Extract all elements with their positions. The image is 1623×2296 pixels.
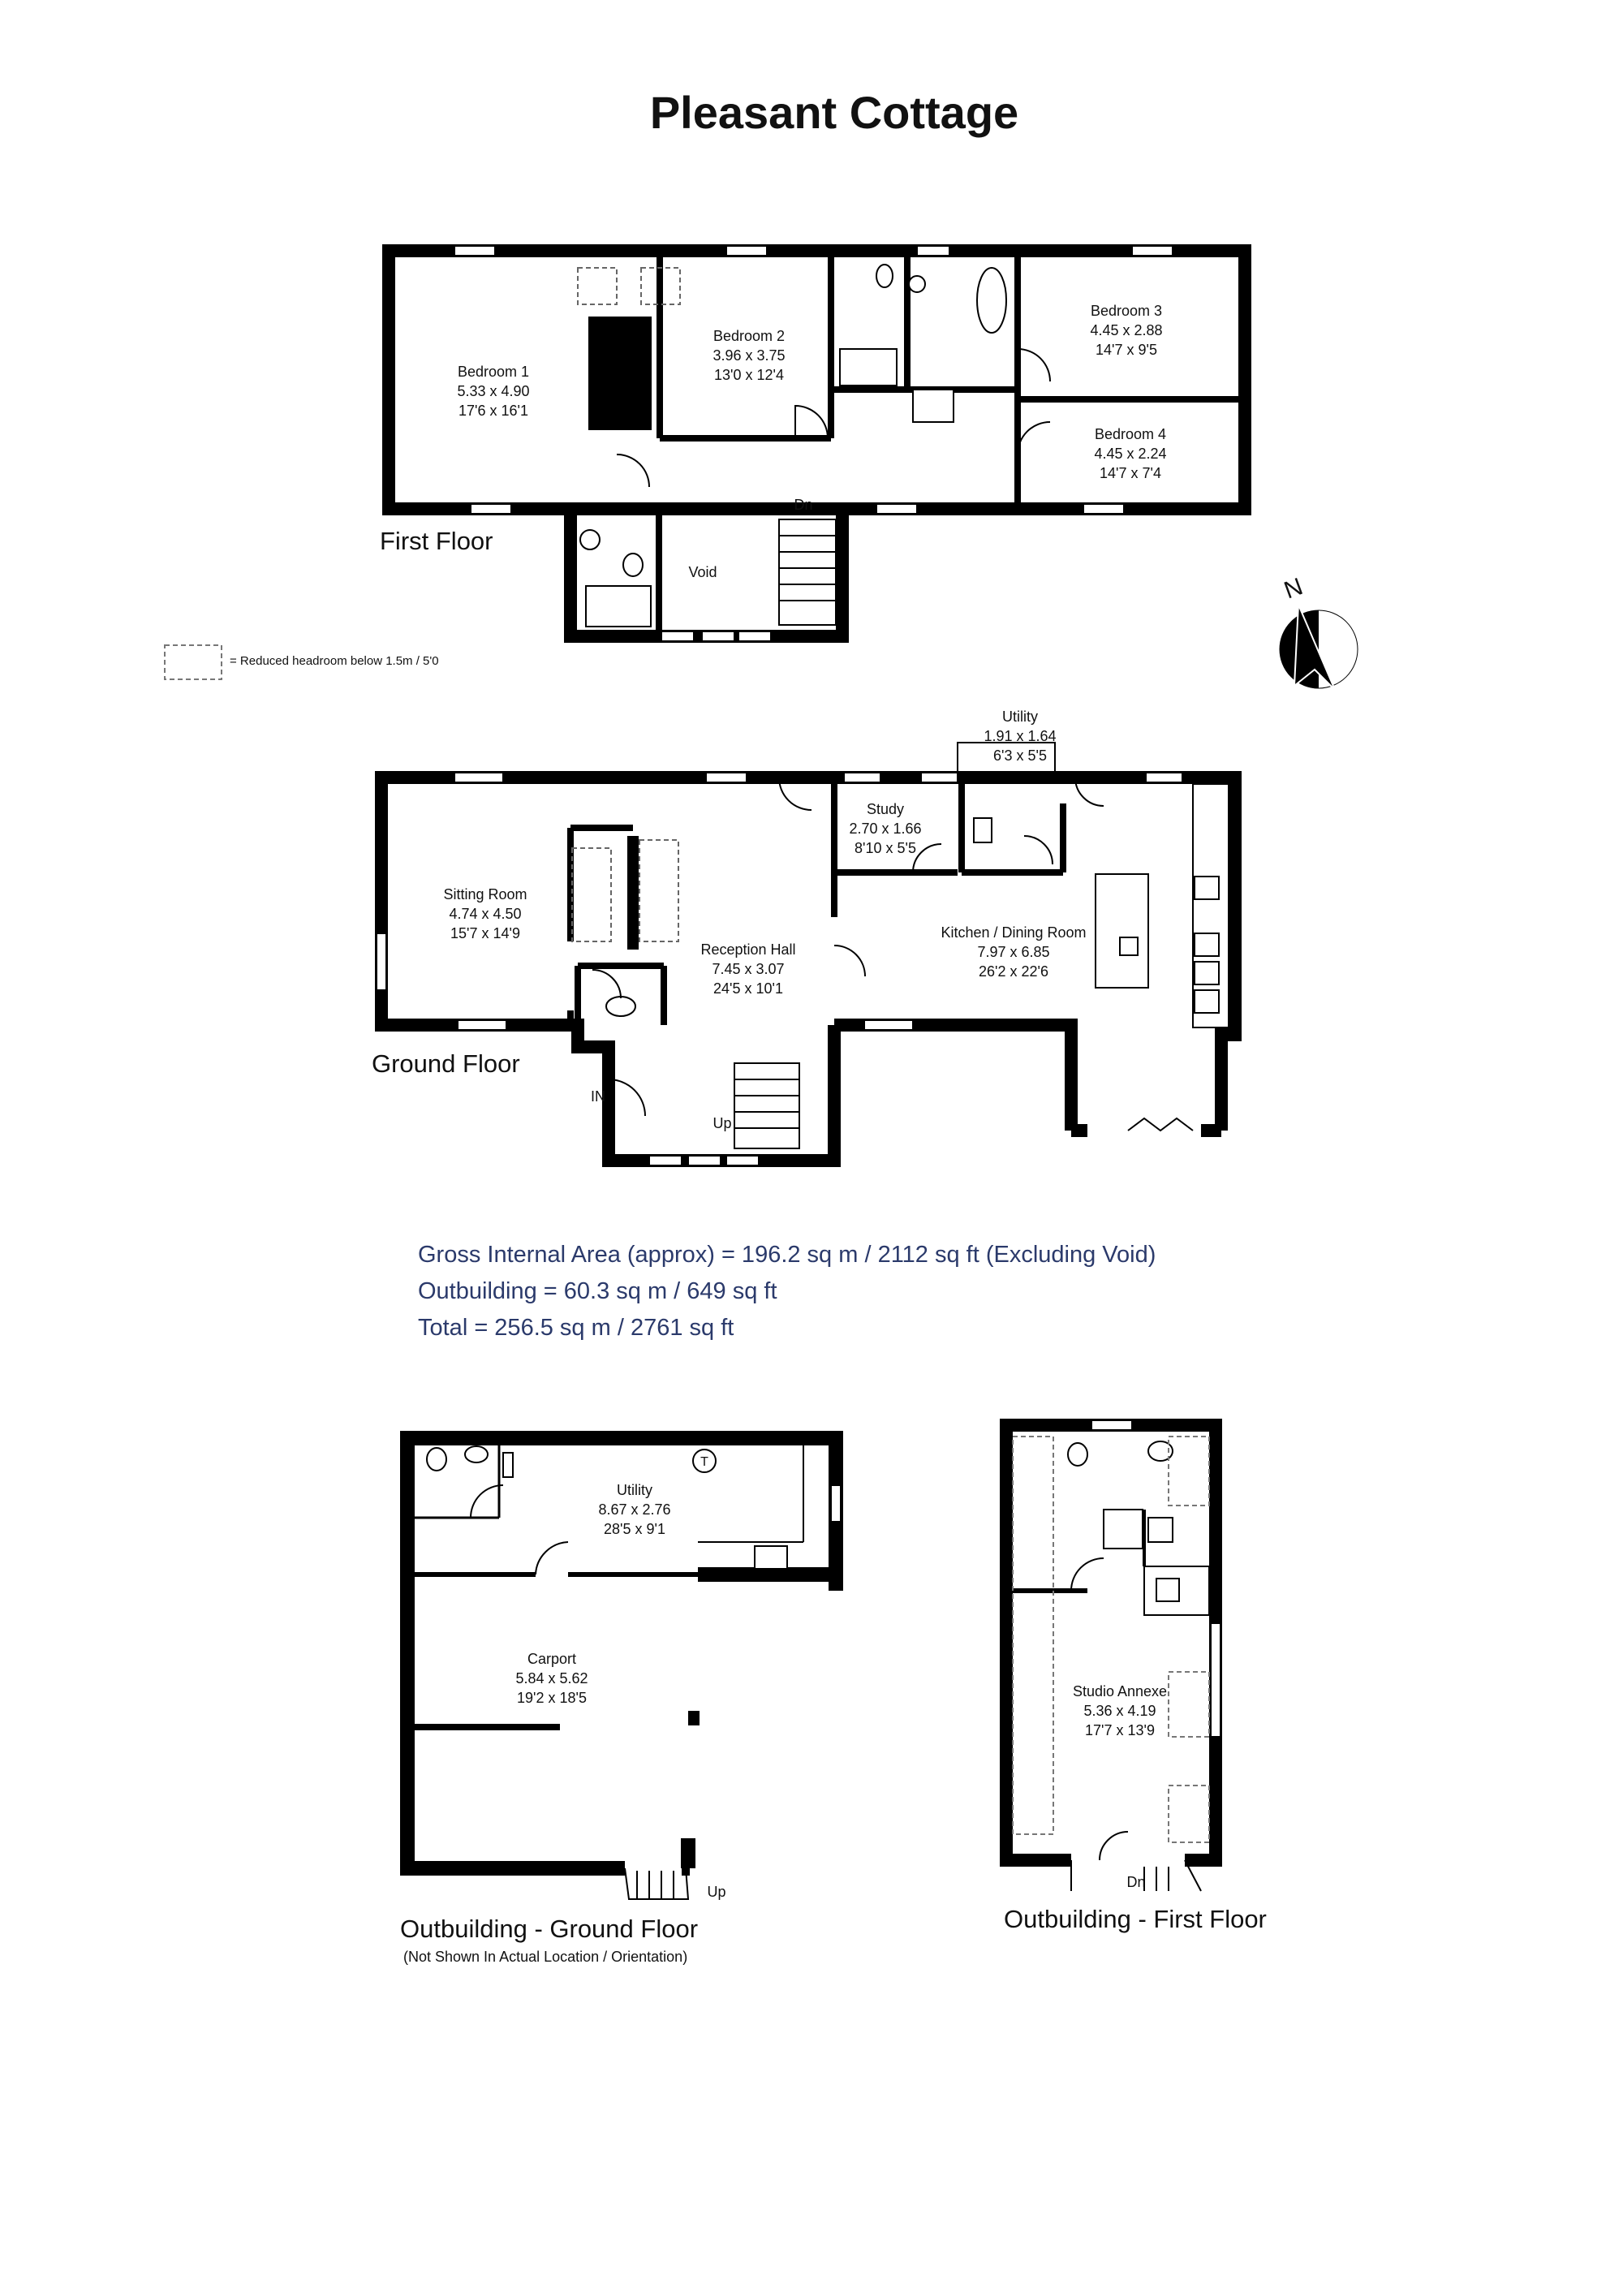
room-name: Reception Hall — [700, 941, 796, 958]
ground-floor-plan — [372, 709, 1235, 1165]
room-name: Bedroom 3 — [1090, 303, 1163, 319]
door-landing — [617, 454, 649, 487]
room-name: Studio Annexe — [1072, 1683, 1168, 1699]
room-dimensions-imperial: 19'2 x 18'5 — [517, 1690, 587, 1706]
window — [1132, 246, 1173, 256]
floor-label: First Floor — [380, 527, 493, 555]
shower-tray-icon — [913, 390, 954, 422]
sink-icon — [755, 1546, 787, 1569]
appliance-icon — [1195, 990, 1219, 1013]
legend — [165, 645, 439, 679]
room-dimensions-metric: 4.74 x 4.50 — [449, 906, 522, 922]
room-dimensions-imperial: 17'7 x 13'9 — [1085, 1722, 1155, 1738]
toilet-icon — [623, 554, 643, 576]
door-shower — [1071, 1558, 1104, 1591]
reduced-headroom-area — [1169, 1786, 1209, 1842]
legend-text: = Reduced headroom below 1.5m / 5'0 — [230, 654, 439, 668]
window — [876, 504, 917, 514]
shower-tray-icon — [1104, 1510, 1143, 1549]
window — [649, 1156, 682, 1165]
room-name: Utility — [617, 1482, 652, 1498]
kitchen-south-wall — [834, 1025, 1071, 1131]
window — [458, 1020, 506, 1030]
toilet-icon — [427, 1448, 446, 1471]
room-dimensions-imperial: 15'7 x 14'9 — [450, 925, 520, 941]
chimney-breast — [588, 317, 652, 430]
window — [1211, 1623, 1220, 1737]
room-dimensions-metric: 3.96 x 3.75 — [712, 347, 786, 364]
room-name: Study — [866, 801, 905, 817]
void-label: Void — [688, 564, 717, 580]
room-name: Bedroom 2 — [712, 328, 786, 344]
studio-outer-wall — [1006, 1425, 1216, 1860]
room-dimensions-metric: 4.45 x 2.88 — [1090, 322, 1163, 338]
room-dimensions-imperial: 8'10 x 5'5 — [855, 840, 916, 856]
window — [688, 1156, 721, 1165]
window — [864, 1020, 913, 1030]
reduced-headroom-area — [1169, 1672, 1209, 1737]
room-name: Sitting Room — [443, 886, 527, 902]
window — [454, 246, 495, 256]
legend-swatch — [165, 645, 222, 679]
compass-icon — [1280, 573, 1358, 690]
door-bedroom3 — [1018, 349, 1050, 381]
appliance-icon — [1195, 962, 1219, 984]
window — [726, 246, 767, 256]
window — [471, 504, 511, 514]
window — [738, 631, 771, 641]
room-dimensions-metric: 7.45 x 3.07 — [712, 961, 785, 977]
room-dimensions-metric: 5.33 x 4.90 — [457, 383, 530, 399]
window — [454, 773, 503, 782]
bathtub-icon — [977, 268, 1006, 333]
sink-icon — [1156, 1579, 1179, 1601]
boiler-symbol: T — [700, 1455, 708, 1469]
outbuilding-ground-floor-plan — [400, 1438, 841, 1965]
door-bedroom2 — [795, 406, 828, 438]
window — [921, 773, 958, 782]
first-floor-plan — [380, 246, 1245, 641]
reduced-headroom-area — [572, 848, 611, 941]
stairs-label: Dn — [794, 497, 813, 513]
reduced-headroom-area — [639, 840, 678, 941]
room-name: Carport — [527, 1651, 577, 1667]
room-name: Bedroom 4 — [1094, 426, 1167, 442]
total-area-text: Total = 256.5 sq m / 2761 sq ft — [418, 1315, 734, 1341]
washbasin-icon — [606, 997, 635, 1016]
door-stairs — [1100, 1832, 1128, 1860]
window — [844, 773, 880, 782]
sink-icon — [1120, 937, 1138, 955]
floor-label: Ground Floor — [372, 1049, 520, 1078]
carport-post — [688, 1711, 700, 1725]
hob-icon — [1148, 1518, 1173, 1542]
window — [503, 1453, 513, 1477]
hob-icon — [1195, 877, 1219, 899]
reduced-headroom-area — [1169, 1437, 1209, 1506]
window — [726, 1156, 759, 1165]
toilet-icon — [876, 265, 893, 287]
first-floor-stairs — [779, 519, 836, 625]
stairs-label: Dn — [1126, 1874, 1146, 1890]
window — [917, 246, 949, 256]
floor-label: Outbuilding - Ground Floor — [400, 1915, 699, 1943]
bay-window — [377, 933, 386, 990]
room-dimensions-metric: 4.45 x 2.24 — [1094, 446, 1167, 462]
room-dimensions-metric: 2.70 x 1.66 — [849, 821, 922, 837]
door-kitchen — [834, 946, 865, 976]
outbuilding-first-floor-plan — [1004, 1420, 1267, 1933]
room-name: Utility — [1002, 709, 1038, 725]
location-note: (Not Shown In Actual Location / Orientation) — [403, 1949, 688, 1965]
entrance-label: IN — [591, 1088, 605, 1105]
page-title: Pleasant Cottage — [649, 87, 1019, 138]
door-utility — [536, 1542, 568, 1574]
toilet-icon — [1068, 1443, 1087, 1466]
window — [706, 773, 747, 782]
room-dimensions-metric: 5.36 x 4.19 — [1083, 1703, 1156, 1719]
room-dimensions-metric: 1.91 x 1.64 — [984, 728, 1057, 744]
window — [1091, 1420, 1132, 1430]
room-dimensions-imperial: 6'3 x 5'5 — [993, 747, 1047, 764]
outbuilding-area-text: Outbuilding = 60.3 sq m / 649 sq ft — [418, 1278, 777, 1304]
room-dimensions-imperial: 14'7 x 9'5 — [1096, 342, 1157, 358]
room-dimensions-metric: 7.97 x 6.85 — [977, 944, 1050, 960]
ground-floor-stairs — [734, 1063, 799, 1148]
stairs-label: Up — [712, 1115, 732, 1131]
door-wc — [592, 970, 621, 998]
washbasin-icon — [580, 530, 600, 549]
room-dimensions-imperial: 14'7 x 7'4 — [1100, 465, 1161, 481]
door-study — [913, 844, 941, 872]
window — [831, 1485, 841, 1522]
window — [1083, 504, 1124, 514]
area-summary — [418, 1242, 1156, 1341]
gross-area-text: Gross Internal Area (approx) = 196.2 sq m / 2112 sq ft (Excluding Void) — [418, 1242, 1156, 1268]
door-utility — [1024, 836, 1053, 864]
sink-icon — [974, 818, 992, 842]
washbasin-icon — [465, 1446, 488, 1462]
reduced-headroom-area — [578, 268, 617, 304]
window — [1146, 773, 1182, 782]
compass-north-label: N — [1281, 573, 1307, 605]
room-dimensions-imperial: 17'6 x 16'1 — [458, 403, 528, 419]
reduced-headroom-area — [1013, 1437, 1053, 1834]
room-dimensions-imperial: 26'2 x 22'6 — [979, 963, 1048, 980]
outbuilding-stairs — [625, 1868, 688, 1899]
stairs-label: Up — [707, 1884, 726, 1900]
room-name: Bedroom 1 — [457, 364, 530, 380]
room-dimensions-metric: 5.84 x 5.62 — [515, 1670, 588, 1686]
window — [661, 631, 694, 641]
kitchen-island — [1096, 874, 1148, 988]
bath-icon — [840, 349, 897, 386]
room-name: Kitchen / Dining Room — [941, 924, 1087, 941]
room-dimensions-metric: 8.67 x 2.76 — [598, 1501, 671, 1518]
window — [702, 631, 734, 641]
appliance-icon — [1195, 933, 1219, 956]
floor-label: Outbuilding - First Floor — [1004, 1905, 1267, 1933]
washbasin-icon — [909, 276, 925, 292]
bifold-doors — [1128, 1118, 1193, 1131]
room-dimensions-imperial: 28'5 x 9'1 — [604, 1521, 665, 1537]
door-bedroom4 — [1018, 422, 1050, 454]
room-dimensions-imperial: 13'0 x 12'4 — [714, 367, 784, 383]
room-dimensions-imperial: 24'5 x 10'1 — [713, 980, 783, 997]
shower-tray-icon — [586, 586, 651, 627]
